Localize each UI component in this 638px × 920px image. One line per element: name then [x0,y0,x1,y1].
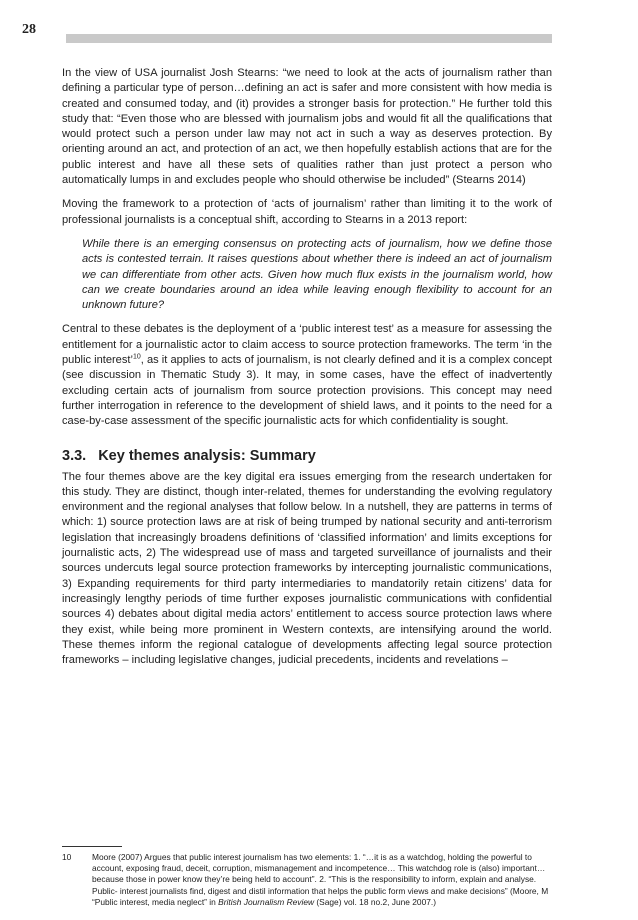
header-bar [66,34,552,43]
paragraph-public-interest-end: , as it applies to acts of journalism, is not clearly defined and it is a complex concept (see discussion in Thematic Study 3). It may, in some cases, have the effect of inadvertently excluding certain acts of journalism from source protection provisions. This concept may need further interrogation in reference to the development of shield laws, and it points to the need for a case-by-case assessment of the specific journalistic acts for which confidentiality is sought. [62,354,552,428]
footnote-number: 10 [62,852,72,862]
paragraph-public-interest-start: Central to these debates is the deployment of a ‘public interest test’ as a measure for assessing the entitlement for a journalistic actor to claim access to source protection frameworks. The term ‘in the public interest’ [62,323,552,367]
paragraph-summary: The four themes above are the key digital era issues emerging from the research undertaken for this study. They are distinct, though inter-related, themes for understanding the evolving regulatory environment and the regional analyses that follow below. In a nutshell, they are patterns in terms of which: 1) source protection laws are at risk of being trumped by national security and anti-terrorism legislation that increasingly broadens definitions of ‘classified information’ and limits exceptions for journalistic acts, 2) The widespread use of mass and targeted surveillance of journalists and their sources undercuts legal source protection frameworks by intercepting journalistic communications, 3) Expanding requirements for third party intermediaries to mandatorily retain citizens’ data for increasingly lengthy periods of time further exposes journalistic communications with confidential sources 4) debates about digital media actors’ entitlement to access source protection laws where they exist, while being more prominent in Western contexts, are intensifying around the world. These themes inform the regional catalogue of developments affecting legal source protection frameworks – including legislative changes, judicial precedents, incidents and revelations – [62,470,552,667]
footnote-text-end: (Sage) vol. 18 no.2, June 2007.) [314,896,437,907]
section-heading [62,448,552,464]
section-number: 3.3. [62,447,87,464]
block-quote: While there is an emerging consensus on protecting acts of journalism, how we define those acts is contested terrain. It raises questions about whether there is indeed an act of journalism we can differentiate from other acts. Given how much flux exists in the journalism world, how can we create boundaries around an idea while leaving enough flexibility to account for an unknown future? [82,237,552,312]
page-number: 28 [22,22,36,37]
main-text [62,66,552,677]
footnote-journal: British Journalism Review [218,896,315,907]
paragraph-stearns-quote: In the view of USA journalist Josh Stearns: “we need to look at the acts of journalism rather than defining a particular type of person…defining an act is safer and more consistent with how media is created and consumed today, and (it) provides a stronger basis for protection.” He further told this study that: “Even those who are blessed with journalism jobs and would fit all the qualifications that would protect such a person under law may not act in such a way as deserves protection. By orienting around an act, and protection of an act, we then hopefully establish actions that are for the public interest and have all these sets of qualities rather than just protect a person who automatically lumps in and excludes people who should otherwise be included” (Stearns 2014) [62,67,552,187]
paragraph-public-interest [62,322,552,429]
footnote [62,852,552,908]
footnote-text-start: Moore (2007) Argues that public interest journalism has two elements: 1. “…it is as a watchdog, holding the powerful to account, exposing fraud, deceit, corruption, mismanagement and incompetence… This watchdog role is (also) important…because those in power know they’re being held to account”. 2. “This is the responsibility to inform, explain and analyse. Public- interest journalists find, digest and distil information that helps the public form views and make decisions” (Moore, M “Public interest, media neglect” in [92,852,549,907]
section-title: Key themes analysis: Summary [98,447,316,464]
footnote-ref[interactable]: 10 [132,353,141,361]
footnote-divider [62,846,122,847]
footnote-text [92,852,552,908]
paragraph-conceptual-shift: Moving the framework to a protection of ‘acts of journalism’ rather than limiting it to the work of professional journalists is a conceptual shift, according to Stearns in a 2013 report: [62,198,552,226]
